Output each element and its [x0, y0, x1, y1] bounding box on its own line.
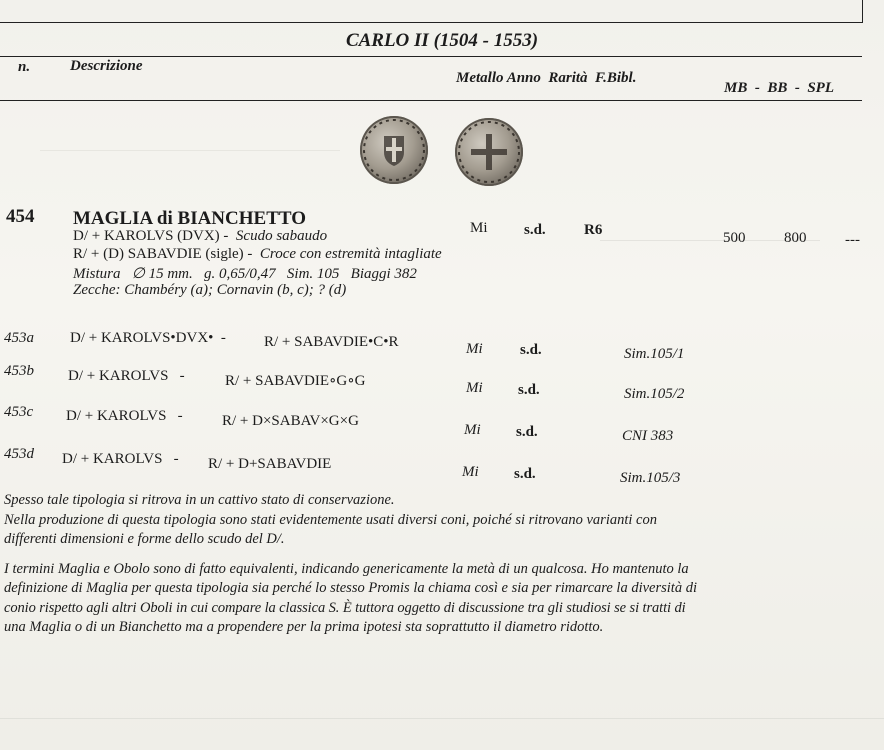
variant-reference: Sim.105/3: [620, 470, 681, 486]
variant-number: 453c: [4, 404, 34, 420]
header-top-rule: [0, 56, 862, 57]
entry-reverse-description: Croce con estremità intagliate: [259, 246, 442, 262]
variant-reverse: R/ + D×SABAV×G×G: [222, 413, 359, 429]
bleed-through-decoration: [0, 718, 884, 720]
entry-obverse-legend: D/ + KAROLVS (DVX) -: [73, 228, 229, 244]
entry-price-bb: 800: [784, 230, 807, 246]
note-line: conio rispetto agli altri Oboli in cui compare la classica S. È tuttora oggetto di discussione tra gli studiosi se si tratti di: [4, 600, 686, 616]
variant-obverse: D/ + KAROLVS -: [68, 368, 185, 384]
variant-reverse: R/ + D+SABAVDIE: [208, 456, 332, 472]
cross-icon: [455, 118, 523, 186]
variant-reverse: R/ + SABAVDIE∘G∘G: [225, 373, 366, 389]
previous-table-border: [0, 0, 863, 23]
variant-obverse: D/ + KAROLVS•DVX• -: [70, 330, 226, 346]
variant-number: 453d: [4, 446, 34, 462]
variant-year: s.d.: [516, 424, 538, 440]
bleed-through-decoration: [600, 240, 820, 361]
variant-reference: Sim.105/2: [624, 386, 685, 402]
entry-obverse-description: Scudo sabaudo: [235, 228, 328, 244]
variant-obverse: D/ + KAROLVS -: [62, 451, 179, 467]
entry-number: 454: [6, 206, 35, 227]
variant-year: s.d.: [514, 466, 536, 482]
header-bottom-rule: [0, 100, 862, 101]
entry-price-spl: ---: [845, 232, 860, 248]
note-line: I termini Maglia e Obolo sono di fatto equivalenti, indicando genericamente la metà di un qualcosa. Ho mantenuto la: [4, 561, 689, 577]
entry-rarity: R6: [584, 222, 603, 238]
variant-number: 453a: [4, 330, 34, 346]
header-grades: MB - BB - SPL: [724, 80, 835, 96]
variant-number: 453b: [4, 363, 34, 379]
entry-reverse-legend: R/ + (D) SABAVDIE (sigle) -: [73, 246, 253, 262]
note-line: Nella produzione di questa tipologia sono stati evidentemente usati diversi coni, poiché si ritrovano varianti con: [4, 512, 657, 528]
entry-obverse-line: [73, 228, 327, 245]
note-line: una Maglia o di un Bianchetto ma a propendere per la prima ipotesi sta soprattutto il diametro ridotto.: [4, 619, 604, 635]
variant-obverse: D/ + KAROLVS -: [66, 408, 183, 424]
variant-metal: Mi: [466, 341, 483, 357]
note-line: Spesso tale tipologia si ritrova in un cattivo stato di conservazione.: [4, 492, 395, 508]
variant-metal: Mi: [466, 380, 483, 396]
variant-reverse: R/ + SABAVDIE•C•R: [264, 334, 399, 350]
header-columns: Metallo Anno Rarità F.Bibl.: [456, 70, 637, 86]
variant-reference: CNI 383: [622, 428, 674, 444]
variant-year: s.d.: [520, 342, 542, 358]
entry-metal: Mi: [470, 220, 488, 236]
variant-year: s.d.: [518, 382, 540, 398]
section-title: CARLO II (1504 - 1553): [345, 30, 539, 51]
note-line: differenti dimensioni e forme dello scudo del D/.: [4, 531, 285, 547]
entry-name: MAGLIA di BIANCHETTO: [73, 208, 306, 229]
entry-specs: Mistura ∅ 15 mm. g. 0,65/0,47 Sim. 105 Biaggi 382: [73, 266, 417, 282]
header-description: Descrizione: [70, 58, 143, 74]
variant-metal: Mi: [464, 422, 481, 438]
entry-mints: Zecche: Chambéry (a); Cornavin (b, c); ? (d): [73, 282, 347, 298]
note-line: definizione di Maglia per questa tipologia sia perché lo stesso Promis la chiama così e sia per rimarcare la diversità di: [4, 580, 697, 596]
coin-obverse-image: [360, 116, 428, 184]
variant-reference: Sim.105/1: [624, 346, 685, 362]
variant-metal: Mi: [462, 464, 479, 480]
coin-reverse-image: [455, 118, 523, 186]
header-number: n.: [18, 59, 31, 75]
entry-price-mb: 500: [723, 230, 746, 246]
shield-icon: [360, 116, 428, 184]
entry-year: s.d.: [524, 222, 546, 238]
bleed-through-decoration: [40, 150, 340, 191]
entry-reverse-line: [73, 246, 442, 263]
